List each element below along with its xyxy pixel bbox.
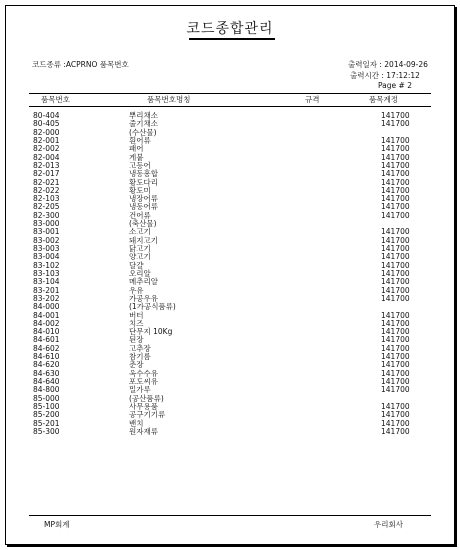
item-code: 82-002 bbox=[33, 144, 60, 154]
table-row bbox=[29, 187, 431, 195]
item-name: 단무지 10Kg bbox=[129, 327, 173, 337]
print-date: 출력일자 : 2014-09-26 bbox=[348, 60, 428, 69]
table-row bbox=[29, 278, 431, 286]
item-account: 141700 bbox=[381, 260, 410, 270]
table-row bbox=[29, 270, 431, 278]
item-name: 버터 bbox=[129, 310, 144, 320]
item-account: 141700 bbox=[381, 327, 410, 337]
table-row bbox=[29, 395, 431, 403]
item-code: 83-104 bbox=[33, 277, 60, 287]
item-list bbox=[29, 112, 431, 436]
item-name: 옥수수유 bbox=[129, 368, 158, 378]
item-account: 141700 bbox=[381, 177, 410, 187]
item-account: 141700 bbox=[381, 426, 410, 436]
item-code: 84-002 bbox=[33, 318, 60, 328]
item-code: 85-000 bbox=[33, 393, 60, 403]
item-account: 141700 bbox=[381, 252, 410, 262]
table-row bbox=[29, 245, 431, 253]
item-code: 83-001 bbox=[33, 227, 60, 237]
item-code: 84-601 bbox=[33, 335, 60, 345]
item-name: (축산물) bbox=[129, 219, 157, 229]
item-code: 85-200 bbox=[33, 410, 60, 420]
item-code: 80-404 bbox=[33, 111, 60, 120]
item-code: 83-003 bbox=[33, 244, 60, 253]
column-header bbox=[29, 93, 431, 107]
item-account: 141700 bbox=[381, 285, 410, 295]
table-row bbox=[29, 129, 431, 137]
item-name: 냉동흥합 bbox=[129, 169, 158, 179]
item-account: 141700 bbox=[381, 368, 410, 378]
item-account: 141700 bbox=[381, 352, 410, 362]
item-name: 황도미 bbox=[129, 185, 151, 195]
table-row bbox=[29, 320, 431, 328]
item-name: 고추장 bbox=[129, 343, 151, 353]
table-row bbox=[29, 411, 431, 419]
code-type-label: 코드종류 :ACPRNO 품목번호 bbox=[32, 60, 129, 69]
item-name: 냉장어류 bbox=[129, 194, 158, 204]
item-code: 84-800 bbox=[33, 385, 60, 395]
item-account: 141700 bbox=[381, 385, 410, 395]
item-account: 141700 bbox=[381, 360, 410, 370]
item-account: 141700 bbox=[381, 169, 410, 179]
item-account: 141700 bbox=[381, 268, 410, 278]
item-code: 80-405 bbox=[33, 119, 60, 129]
item-account: 141700 bbox=[381, 160, 410, 170]
item-name: 뿌리채소 bbox=[129, 111, 158, 120]
table-row bbox=[29, 145, 431, 153]
table-row bbox=[29, 336, 431, 344]
item-name: 패어 bbox=[129, 144, 144, 154]
item-account: 141700 bbox=[381, 343, 410, 353]
item-name: 줄기채소 bbox=[129, 119, 158, 129]
item-code: 82-103 bbox=[33, 194, 60, 204]
item-name: 건어류 bbox=[129, 210, 151, 220]
item-name: 소고기 bbox=[129, 227, 151, 237]
item-name: 치즈 bbox=[129, 318, 144, 328]
table-row bbox=[29, 162, 431, 170]
table-row bbox=[29, 137, 431, 145]
table-row bbox=[29, 253, 431, 261]
item-code: 85-300 bbox=[33, 426, 60, 436]
table-row bbox=[29, 428, 431, 436]
item-account: 141700 bbox=[381, 418, 410, 428]
item-account: 141700 bbox=[381, 135, 410, 145]
item-code: 84-620 bbox=[33, 360, 60, 370]
item-account: 141700 bbox=[381, 377, 410, 386]
item-code: 83-201 bbox=[33, 285, 60, 295]
footer-right: 우리회사 bbox=[374, 520, 403, 529]
item-code: 85-100 bbox=[33, 401, 60, 411]
title-underline bbox=[189, 38, 275, 40]
item-account: 141700 bbox=[381, 310, 410, 320]
table-row bbox=[29, 262, 431, 270]
item-name: 된장 bbox=[129, 335, 144, 345]
table-row bbox=[29, 328, 431, 336]
footer-left: MP회계 bbox=[44, 520, 70, 529]
item-account: 141700 bbox=[381, 401, 410, 411]
item-account: 141700 bbox=[381, 185, 410, 195]
item-account: 141700 bbox=[381, 235, 410, 245]
item-name: 포도씨유 bbox=[129, 377, 158, 386]
item-account: 141700 bbox=[381, 119, 410, 129]
item-code: 83-102 bbox=[33, 260, 60, 270]
report-page bbox=[5, 5, 455, 545]
item-account: 141700 bbox=[381, 152, 410, 162]
item-name: 오리알 bbox=[129, 268, 151, 278]
item-name: 원자재류 bbox=[129, 426, 158, 436]
item-name: 냉동어류 bbox=[129, 202, 158, 212]
table-row bbox=[29, 154, 431, 162]
col-account-header: 품목계정 bbox=[369, 95, 398, 104]
table-row bbox=[29, 170, 431, 178]
table-row bbox=[29, 203, 431, 211]
item-name: 가공우유 bbox=[129, 293, 158, 303]
item-code: 82-004 bbox=[33, 152, 60, 162]
table-row bbox=[29, 378, 431, 386]
item-code: 84-602 bbox=[33, 343, 60, 353]
item-account: 141700 bbox=[381, 318, 410, 328]
page-number: Page # 2 bbox=[378, 81, 412, 90]
col-code-header: 품목번호 bbox=[41, 95, 70, 104]
table-row bbox=[29, 312, 431, 320]
item-name: 사무용품 bbox=[129, 401, 158, 411]
item-code: 82-300 bbox=[33, 210, 60, 220]
item-code: 84-630 bbox=[33, 368, 60, 378]
item-code: 85-201 bbox=[33, 418, 60, 428]
table-row bbox=[29, 212, 431, 220]
item-name: (1가공식품류) bbox=[129, 302, 176, 312]
item-code: 82-000 bbox=[33, 127, 60, 137]
item-name: 달걀 bbox=[129, 260, 144, 270]
item-account: 141700 bbox=[381, 293, 410, 303]
item-account: 141700 bbox=[381, 335, 410, 345]
item-name: 밀가루 bbox=[129, 385, 151, 395]
table-row bbox=[29, 220, 431, 228]
item-code: 82-001 bbox=[33, 135, 60, 145]
report-title: 코드종합관리 bbox=[186, 21, 274, 37]
item-account: 141700 bbox=[381, 410, 410, 420]
item-name: 고등어 bbox=[129, 160, 151, 170]
item-code: 82-022 bbox=[33, 185, 60, 195]
item-code: 83-202 bbox=[33, 293, 60, 303]
item-account: 141700 bbox=[381, 244, 410, 253]
table-row bbox=[29, 361, 431, 369]
print-time: 출력시간 : 17:12:12 bbox=[350, 71, 420, 80]
item-code: 83-000 bbox=[33, 219, 60, 229]
item-name: 게붙 bbox=[129, 152, 144, 162]
item-code: 82-013 bbox=[33, 160, 60, 170]
table-row bbox=[29, 345, 431, 353]
table-row bbox=[29, 112, 431, 120]
table-row bbox=[29, 295, 431, 303]
table-row bbox=[29, 228, 431, 236]
item-code: 82-205 bbox=[33, 202, 60, 212]
col-name-header: 품목번호명칭 bbox=[147, 95, 191, 104]
item-name: 참기름 bbox=[129, 352, 151, 362]
table-row bbox=[29, 195, 431, 203]
item-code: 83-004 bbox=[33, 252, 60, 262]
item-name: 밴치 bbox=[129, 418, 144, 428]
item-code: 84-001 bbox=[33, 310, 60, 320]
item-name: 우유 bbox=[129, 285, 144, 295]
table-row bbox=[29, 303, 431, 311]
table-row bbox=[29, 420, 431, 428]
item-name: 황도다리 bbox=[129, 177, 158, 187]
item-name: (수산물) bbox=[129, 127, 157, 137]
table-row bbox=[29, 386, 431, 394]
item-code: 82-017 bbox=[33, 169, 60, 179]
item-account: 141700 bbox=[381, 210, 410, 220]
item-code: 84-640 bbox=[33, 377, 60, 386]
table-row bbox=[29, 353, 431, 361]
item-code: 83-103 bbox=[33, 268, 60, 278]
table-row bbox=[29, 237, 431, 245]
item-name: 메추리알 bbox=[129, 277, 158, 287]
item-account: 141700 bbox=[381, 227, 410, 237]
item-name: 닭고기 bbox=[129, 244, 151, 253]
item-account: 141700 bbox=[381, 277, 410, 287]
item-name: 춘장 bbox=[129, 360, 144, 370]
item-account: 141700 bbox=[381, 111, 410, 120]
item-name: 공구기기류 bbox=[129, 410, 166, 420]
item-name: 돼지고기 bbox=[129, 235, 158, 245]
item-code: 84-010 bbox=[33, 327, 60, 337]
table-row bbox=[29, 120, 431, 128]
item-name: (공산품류) bbox=[129, 393, 164, 403]
item-name: 양고기 bbox=[129, 252, 151, 262]
table-row bbox=[29, 179, 431, 187]
item-account: 141700 bbox=[381, 194, 410, 204]
item-code: 84-610 bbox=[33, 352, 60, 362]
item-account: 141700 bbox=[381, 202, 410, 212]
item-code: 82-021 bbox=[33, 177, 60, 187]
item-name: 흰어류 bbox=[129, 135, 151, 145]
table-row bbox=[29, 403, 431, 411]
item-code: 84-000 bbox=[33, 302, 60, 312]
footer-divider bbox=[29, 515, 431, 516]
item-code: 83-002 bbox=[33, 235, 60, 245]
item-account: 141700 bbox=[381, 144, 410, 154]
col-spec-header: 규격 bbox=[305, 95, 320, 104]
table-row bbox=[29, 287, 431, 295]
table-row bbox=[29, 370, 431, 378]
